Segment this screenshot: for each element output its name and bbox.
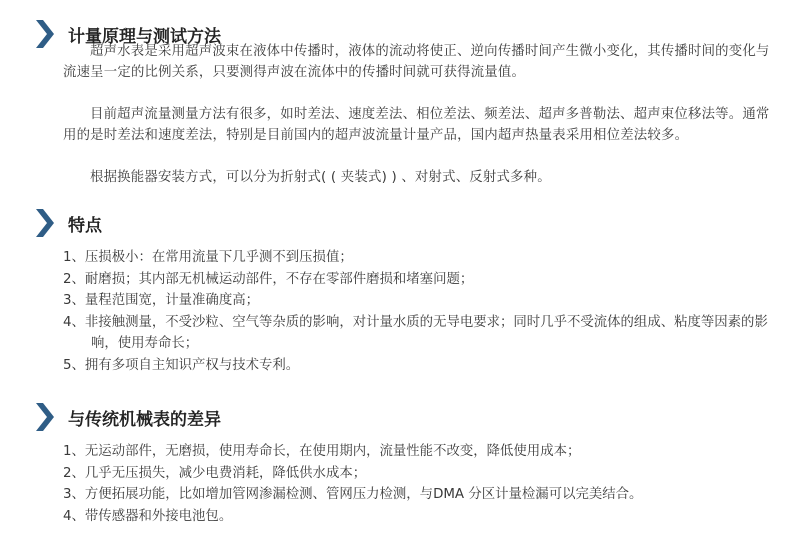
section-heading [34, 401, 221, 433]
paragraph: 目前超声流量测量方法有很多，如时差法、速度差法、相位差法、频差法、超声多普勒法、超声束位移法等。通常用的是时差法和速度差法，特别是目前国内的超声波流量计量产品，国内超声热量表采用相位差法较多。 [63, 107, 770, 143]
section-title: 特点 [68, 215, 102, 236]
list-item: 1、压损极小：在常用流量下几乎测不到压损值； [63, 250, 353, 265]
list-item: 3、方便拓展功能，比如增加管网渗漏检测、管网压力检测，与DMA 分区计量检漏可以完美结合。 [63, 487, 643, 502]
chevron-right-icon [34, 207, 56, 239]
section-title: 与传统机械表的差异 [68, 409, 221, 430]
list-item: 1、无运动部件，无磨损，使用寿命长，在使用期内，流量性能不改变，降低使用成本； [63, 444, 581, 459]
paragraph: 根据换能器安装方式，可以分为折射式( ( 夹装式) ) 、对射式、反射式多种。 [90, 170, 551, 185]
section-heading [34, 207, 102, 239]
chevron-right-icon [34, 401, 56, 433]
list-item: 4、带传感器和外接电池包。 [63, 508, 233, 524]
list-item: 3、量程范围宽，计量准确度高； [63, 293, 259, 308]
feature-list [63, 247, 793, 376]
list-item: 2、耐磨损；其内部无机械运动部件，不存在零部件磨损和堵塞问题； [63, 271, 474, 287]
list-item: 4、非接触测量，不受沙粒、空气等杂质的影响，对计量水质的无导电要求；同时几乎不受流体的组成、粘度等因素的影响，使用寿命长； [63, 314, 768, 351]
section-title: 计量原理与测试方法 [68, 26, 221, 47]
paragraph: 超声水表是采用超声波束在液体中传播时，液体的流动将使正、逆向传播时间产生微小变化，其传播时间的变化与流速呈一定的比例关系，只要测得声波在流体中的传播时间就可获得流量值。 [63, 44, 770, 80]
list-item: 2、几乎无压损失，减少电费消耗，降低供水成本； [63, 465, 367, 481]
list-item: 5、拥有多项自主知识产权与技术专利。 [63, 357, 300, 373]
difference-list [63, 441, 793, 527]
chevron-right-icon [34, 18, 56, 50]
